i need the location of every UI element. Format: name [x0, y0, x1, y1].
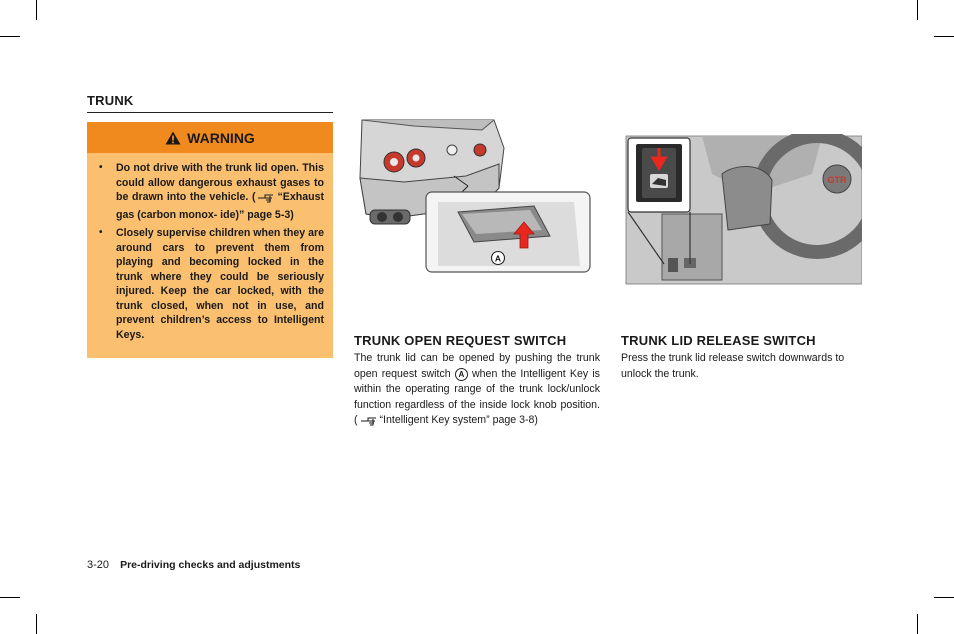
section-title: TRUNK	[87, 93, 333, 113]
warning-list	[87, 153, 333, 342]
chapter-title: Pre-driving checks and adjustments	[120, 559, 301, 571]
page-footer	[87, 559, 300, 571]
trunk-open-body	[354, 351, 600, 432]
crop-mark	[0, 36, 20, 37]
pointing-hand-icon	[360, 415, 378, 432]
crop-mark	[36, 614, 37, 634]
crop-mark	[934, 36, 954, 37]
warning-item-ref[interactable]: “Exhaust gas (carbon monox- ide)” page 5-3)	[116, 191, 324, 221]
crop-mark	[917, 614, 918, 634]
page-number: 3-20	[87, 559, 110, 571]
crop-mark	[0, 597, 20, 598]
trunk-lid-release-figure	[622, 134, 862, 286]
trunk-open-heading: TRUNK OPEN REQUEST SWITCH	[354, 333, 567, 348]
trunk-open-ref[interactable]: “Intelligent Key system” page 3-8)	[379, 414, 538, 426]
trunk-open-switch-figure	[354, 118, 600, 304]
warning-item-text: Do not drive with the trunk lid open. This could allow dangerous exhaust gases to be drawn into the vehicle. (	[116, 162, 324, 203]
warning-heading: WARNING	[187, 129, 255, 146]
crop-mark	[36, 0, 37, 20]
trunk-lid-heading: TRUNK LID RELEASE SWITCH	[621, 333, 816, 348]
warning-box	[87, 122, 333, 358]
pointing-hand-icon	[257, 192, 275, 208]
crop-mark	[917, 0, 918, 20]
crop-mark	[934, 597, 954, 598]
figure-callout-a: A	[494, 253, 502, 264]
warning-item: • Closely supervise children when they are around cars to prevent them from playing and becoming locked in the trunk where they could be seriously injured. Keep the car locked, with the trunk closed, when not in use, and prevent children’s access to Intelligent Keys.	[99, 226, 324, 342]
warning-item	[99, 161, 324, 222]
warning-header	[87, 122, 333, 153]
svg-text:GTR: GTR	[827, 175, 847, 185]
warning-triangle-icon	[165, 131, 181, 145]
trunk-open-text-1: The trunk lid can be opened by pushing the trunk open request switch	[354, 352, 600, 380]
trunk-open-text-2: when the Intelligent Key is within the operating range of the trunk lock/unlock function regardless of the inside lock knob position. (	[354, 367, 600, 426]
callout-a-badge: A	[455, 368, 468, 381]
trunk-lid-body: Press the trunk lid release switch downwards to unlock the trunk.	[621, 352, 845, 380]
